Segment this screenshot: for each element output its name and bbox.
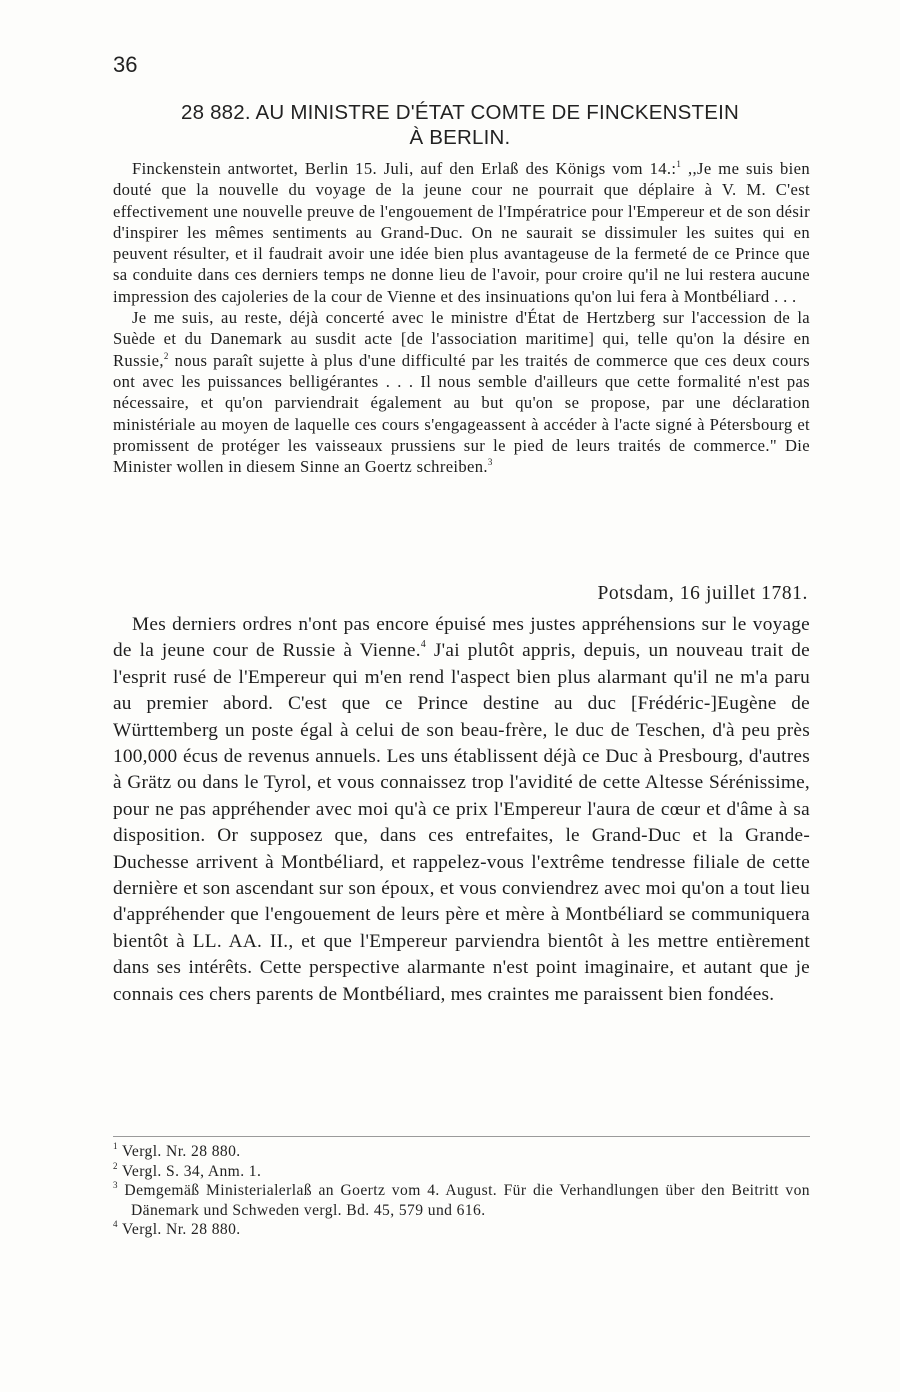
summary-text: Finckenstein antwortet, Berlin 15. Juli, auf den Erlaß des Königs vom 14.: [132, 159, 677, 178]
footnote-text: Demgemäß Ministerialerlaß an Goertz vom 4. August. Für die Verhandlungen über den Beitritt von Dänemark und Schweden vergl. Bd. 45, 579 und 616. [124, 1182, 810, 1219]
footnote [113, 1162, 810, 1182]
summary-text: ,,Je me suis bien douté que la nouvelle du voyage de la jeune cour ne pourrait que déplaire à V. M. C'est effectivement une nouvelle preuve de l'engouement de l'Impératrice pour l'Empereur et de son désir d'inspirer les mêmes sentiments au Grand-Duc. On ne saurait se dissimuler les suites qui en peuvent résulter, et il faudrait avoir une idée bien plus avantageuse de la fermeté de ce Prince que sa conduite dans ces derniers temps ne donne lieu de l'avoir, pour croire qu'il ne lui restera aucune impression des cajoleries de la cour de Vienne et des insinuations qu'on lui fera à Montbéliard . . . [113, 159, 811, 306]
editorial-summary [113, 158, 810, 477]
heading-line-1: 28 882. AU MINISTRE D'ÉTAT COMTE DE FINCKENSTEIN [180, 101, 739, 124]
summary-text: nous paraît sujette à plus d'une difficulté par les traités de commerce que ces deux cours ont avec les puissances belligérantes . . . Il nous semble d'ailleurs que cette formalité n'est pas nécessaire, et qu'on parviendrait également au but qu'on se propose, par une déclaration ministériale au moyen de laquelle ces cours s'engageassent à accéder à l'acte signé à Pétersbourg et promissent de protéger les vaisseaux prussiens sur le pied de leurs traités de commerce." Die Minister wollen in diesem Sinne an Goertz schreiben. [113, 350, 810, 477]
summary-text: Je me suis, au reste, déjà concerté avec le ministre d'État de Hertzberg sur l'accession de la Suède et du Danemark au susdit acte [de l'association maritime] qui, telle qu'on la désire en Russie, [113, 308, 810, 370]
footnote-ref: 3 [487, 457, 493, 468]
footnote [113, 1220, 810, 1240]
letter-body [113, 612, 810, 1008]
footnote-mark: 1 [113, 1141, 118, 1151]
footnote-ref: 2 [163, 350, 169, 361]
footnote-text: Vergl. Nr. 28 880. [121, 1221, 241, 1239]
dateline: Potsdam, 16 juillet 1781. [597, 583, 808, 604]
summary-paragraph [113, 307, 810, 477]
letter-text: Mes derniers ordres n'ont pas encore épuisé mes justes appréhensions sur le voyage de la jeune cour de Russie à Vienne. [113, 614, 810, 662]
footnote-text: Vergl. S. 34, Anm. 1. [121, 1162, 262, 1180]
footnote-ref: 4 [420, 639, 427, 651]
footnote [113, 1181, 810, 1220]
page-number: 36 [113, 52, 138, 77]
heading-line-2: À BERLIN. [409, 126, 511, 149]
footnote-divider [113, 1136, 810, 1137]
footnote-mark: 3 [113, 1180, 118, 1191]
footnote-mark: 4 [113, 1219, 118, 1230]
footnote-text: Vergl. Nr. 28 880. [121, 1143, 241, 1160]
footnote-mark: 2 [113, 1160, 118, 1171]
letter-text: J'ai plutôt appris, depuis, un nouveau trait de l'esprit rusé de l'Empereur qui m'en rend l'aspect bien plus alarmant qu'il ne m'a paru au premier abord. C'est que ce Prince destine au duc [Frédéric-]Eugène de Württemberg un poste égal à celui de son beau-frère, le duc de Teschen, d'à peu près 100,000 écus de revenus annuels. Les uns établissent déjà ce Duc à Presbourg, d'autres à Grätz ou dans le Tyrol, et vous connaissez trop l'avidité de cette Altesse Sérénissime, pour ne pas appréhender avec moi qu'à ce prix l'Empereur l'aura de cœur et d'âme à sa disposition. Or supposez que, dans ces entrefaites, le Grand-Duc et la Grande-Duchesse arrivent à Montbéliard, et rappelez-vous l'extrême tendresse filiale de cette dernière et son ascendant sur son époux, et vous conviendrez avec moi qu'on a tout lieu d'appréhender que l'engouement de leurs père et mère à Montbéliard se communiquera bientôt à LL. AA. II., et que l'Empereur parviendra bientôt à les mettre entièrement dans ses intérêts. Cette perspective alarmante n'est point imaginaire, et autant que je connais ces chers parents de Montbéliard, mes craintes me paraissent bien fondées. [113, 640, 810, 1005]
summary-paragraph [113, 158, 810, 307]
letter-paragraph [113, 612, 810, 1008]
document-heading [110, 100, 810, 150]
footnote [113, 1142, 810, 1162]
footnote-ref: 1 [676, 159, 682, 169]
footnotes [113, 1142, 810, 1240]
